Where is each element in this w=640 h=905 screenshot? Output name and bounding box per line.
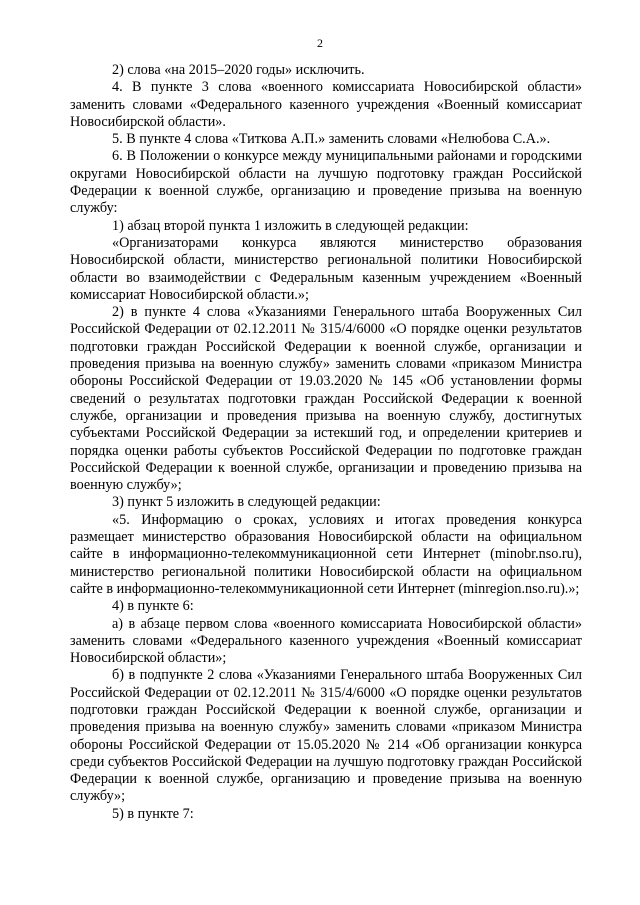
paragraph: 5. В пункте 4 слова «Титкова А.П.» заменить словами «Нелюбова С.А.».: [112, 131, 551, 148]
paragraph: 5) в пункте 7:: [112, 805, 194, 822]
paragraph: 6. В Положении о конкурсе между муниципальными районами и городскими округами Новосибирской области на лучшую подготовку граждан Российской Федерации к военной службе, организацию и проведение призыва на военную службу:: [70, 148, 582, 217]
paragraph: 3) пункт 5 изложить в следующей редакции:: [112, 494, 381, 511]
paragraph: 2) в пункте 4 слова «Указаниями Генерального штаба Вооруженных Сил Российской Федерации от 02.12.2011 № 315/4/6000 «О порядке оценки результатов подготовки граждан Российской Федерации к военной службе, организации и проведения призыва на военную службу» заменить словами «приказом Министра обороны Российской Федерации от 19.03.2020 № 145 «Об установлении формы сведений о результатах подготовки граждан Российской Федерации к военной службе, организации и проведения призыва на военную службу, достигнутых субъектами Российской Федерации за истекший год, и определении критериев и порядка оценки работы субъектов Российской Федерации по подготовке граждан Российской Федерации к военной службе, организации и проведению призыва на военную службу»;: [70, 304, 582, 494]
paragraph: 1) абзац второй пункта 1 изложить в следующей редакции:: [112, 217, 469, 234]
paragraph: а) в абзаце первом слова «военного комиссариата Новосибирской области» заменить словами «Федерального казенного учреждения «Военный комиссариат Новосибирской области»;: [70, 615, 582, 667]
document-body: [70, 62, 582, 823]
paragraph: «5. Информацию о сроках, условиях и итогах проведения конкурса размещает министерство образования Новосибирской области на официальном сайте в информационно-телекоммуникационной сети Интернет (minobr.nso.ru), министерство региональной политики Новосибирской области на официальном сайте в информационно-телекоммуникационной сети Интернет (minregion.nso.ru).»;: [70, 511, 582, 597]
paragraph: «Организаторами конкурса являются министерство образования Новосибирской области, министерство региональной политики Новосибирской области во взаимодействии с Федеральным казенным учреждением «Военный комиссариат Новосибирской области.»;: [70, 234, 582, 303]
paragraph: 4. В пункте 3 слова «военного комиссариата Новосибирской области» заменить словами «Федерального казенного учреждения «Военный комиссариат Новосибирской области».: [70, 79, 582, 130]
paragraph: б) в подпункте 2 слова «Указаниями Генерального штаба Вооруженных Сил Российской Федерации от 02.12.2011 № 315/4/6000 «О порядке оценки результатов подготовки граждан Российской Федерации к военной службе, организации и проведения призыва на военную службу» заменить словами «приказом Министра обороны Российской Федерации от 15.05.2020 № 214 «Об организации конкурса среди субъектов Российской Федерации на лучшую подготовку граждан Российской Федерации к военной службе, организацию и проведение призыва на военную службу»;: [70, 667, 582, 805]
page-number: 2: [317, 36, 323, 50]
paragraph: 4) в пункте 6:: [112, 598, 194, 615]
paragraph: 2) слова «на 2015–2020 годы» исключить.: [112, 62, 365, 78]
